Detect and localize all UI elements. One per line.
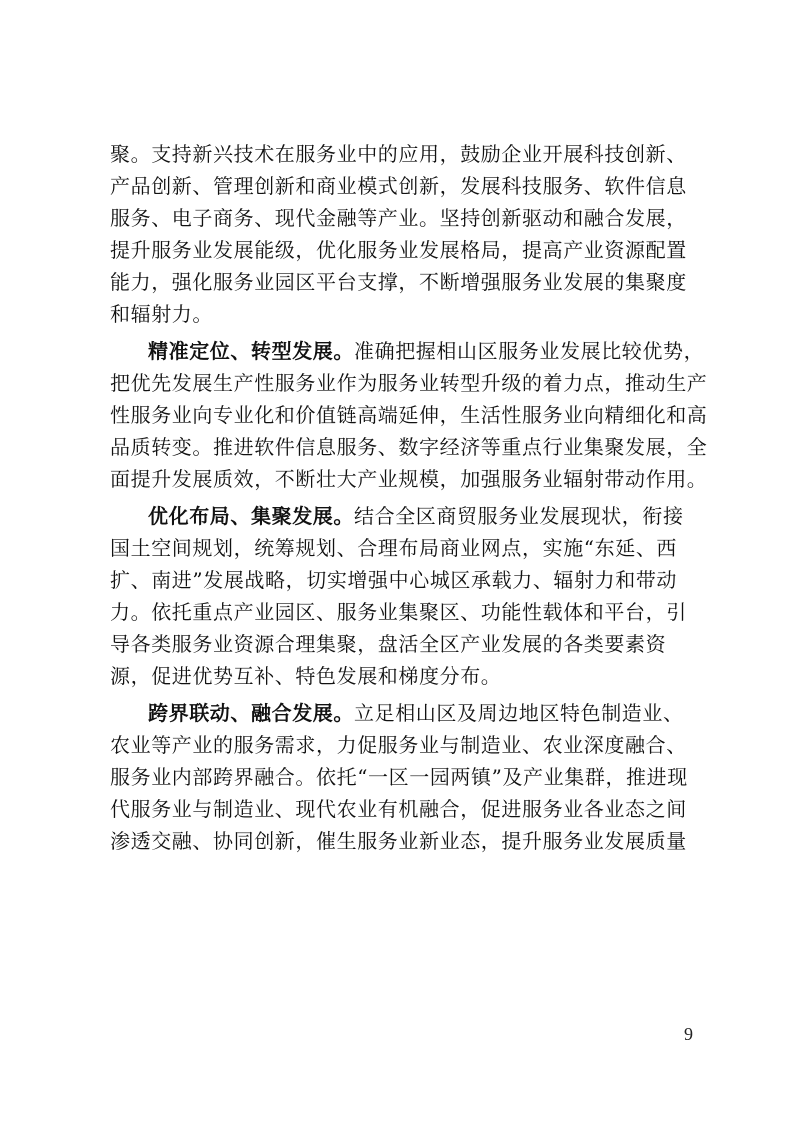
text-line: 国土空间规划，统筹规划、合理布局商业网点，实施“东延、西 (110, 536, 678, 560)
text-line: 提升服务业发展能级，优化服务业发展格局，提高产业资源配置 (110, 238, 687, 262)
text-line: 力。依托重点产业园区、服务业集聚区、功能性载体和平台，引 (110, 600, 687, 624)
text-line: 面提升发展质效，不断壮大产业规模，加强服务业辐射带动作用。 (110, 467, 708, 491)
paragraph (110, 335, 708, 495)
text-line: 导各类服务业资源合理集聚，盘活全区产业发展的各类要素资 (110, 632, 667, 656)
page-number: 9 (684, 1024, 693, 1044)
text-line: 代服务业与制造业、现代农业有机融合，促进服务业各业态之间 (110, 797, 687, 821)
text-line: 产品创新、管理创新和商业模式创新，发展科技服务、软件信息 (110, 174, 687, 198)
text-line: 渗透交融、协同创新，催生服务业新业态，提升服务业发展质量 (110, 829, 687, 853)
paragraph-heading: 精准定位、转型发展。 (148, 339, 354, 363)
text-line: 源，促进优势互补、特色发展和梯度分布。 (110, 664, 502, 688)
text-line: 扩、南进”发展战略，切实增强中心城区承载力、辐射力和带动 (110, 568, 678, 592)
text-line (110, 335, 705, 367)
text-line: 农业等产业的服务需求，力促服务业与制造业、农业深度融合、 (110, 733, 687, 757)
paragraph (110, 500, 690, 692)
paragraph (110, 138, 690, 330)
paragraph-heading: 优化布局、集聚发展。 (148, 504, 354, 528)
text-run: 准确把握相山区服务业发展比较优势， (354, 339, 705, 363)
document-body (110, 138, 708, 857)
text-line: 品质转变。推进软件信息服务、数字经济等重点行业集聚发展，全 (110, 435, 708, 459)
text-line (110, 500, 690, 532)
text-line (110, 697, 690, 729)
text-line: 服务、电子商务、现代金融等产业。坚持创新驱动和融合发展， (110, 206, 687, 230)
text-line: 服务业内部跨界融合。依托“一区一园两镇”及产业集群，推进现 (110, 765, 688, 789)
text-run: 立足相山区及周边地区特色制造业、 (354, 701, 684, 725)
paragraph-heading: 跨界联动、融合发展。 (148, 701, 354, 725)
text-line: 聚。支持新兴技术在服务业中的应用，鼓励企业开展科技创新、 (110, 142, 687, 166)
text-line: 把优先发展生产性服务业作为服务业转型升级的着力点，推动生产 (110, 371, 708, 395)
text-line: 能力，强化服务业园区平台支撑，不断增强服务业发展的集聚度 (110, 270, 687, 294)
text-line: 性服务业向专业化和价值链高端延伸，生活性服务业向精细化和高 (110, 403, 708, 427)
text-run: 结合全区商贸服务业发展现状，衔接 (354, 504, 684, 528)
paragraph (110, 697, 690, 857)
text-line: 和辐射力。 (110, 302, 213, 326)
